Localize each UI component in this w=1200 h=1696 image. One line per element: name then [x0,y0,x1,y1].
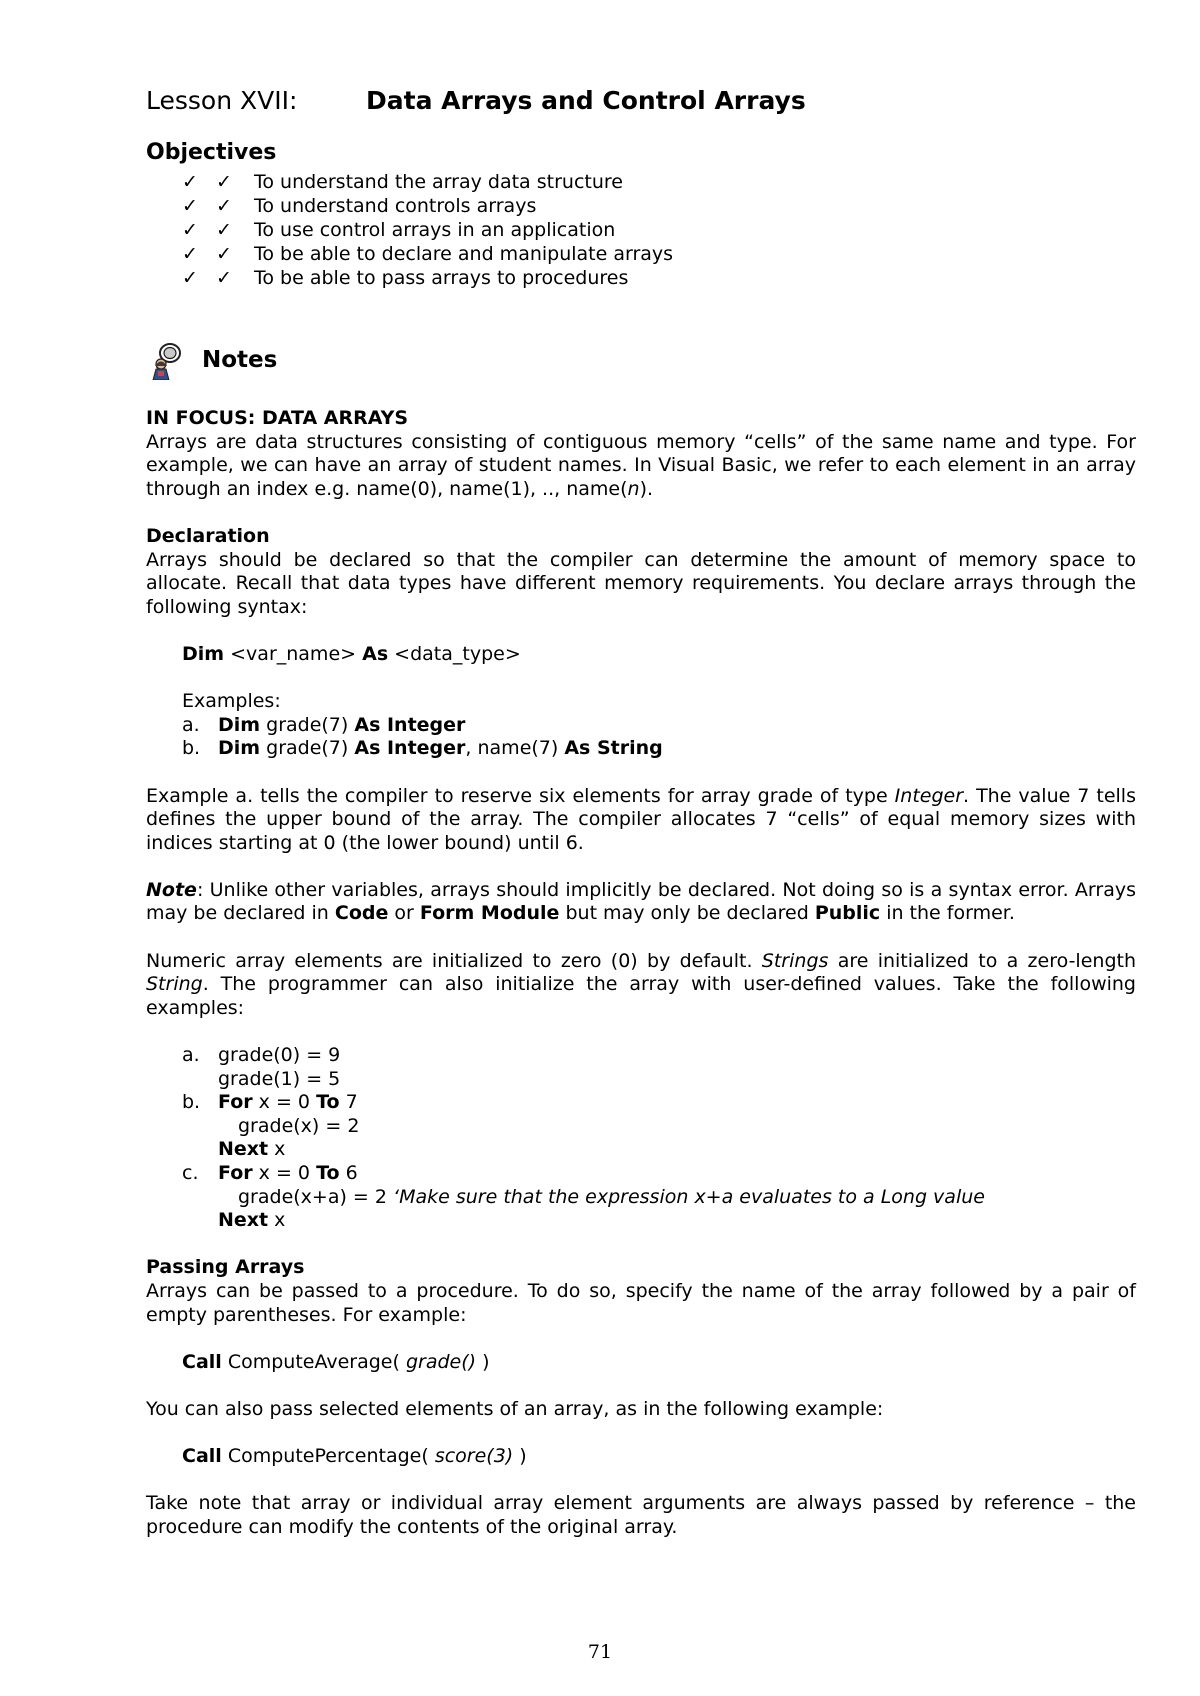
init-paragraph: Numeric array elements are initialized to zero (0) by default. Strings are initialized to a zero-length String. The programmer can also initialize the array with user-defined values. Take the following examples: [146,949,1136,1019]
syntax-line: Dim <var_name> As <data_type> [182,642,521,665]
notes-person-icon [150,342,186,380]
closing-paragraph: Take note that array or individual array element arguments are always passed by reference – the procedure can modify the contents of the original array. [146,1492,1136,1538]
passing-paragraph: Arrays can be passed to a procedure. To do so, specify the name of the array followed by a pair of empty parentheses. For example: [146,1279,1136,1326]
checkmark-icon: ✓ ✓ [182,219,238,241]
objective-item: ✓ ✓ To be able to declare and manipulate arrays [182,243,674,265]
example-item: c. For x = 0 To 6 grade(x+a) = 2 ‘Make sure that the expression x+a evaluates to a Long value Next x [182,1162,985,1232]
declaration-paragraph: Arrays should be declared so that the compiler can determine the amount of memory space to allocate. Recall that data types have different memory requirements. You declare arrays through the following syntax: [146,548,1136,618]
example-item: a. grade(0) = 9 grade(1) = 5 [182,1044,341,1090]
page-number: 71 [587,1641,613,1663]
lesson-title: Data Arrays and Control Arrays [366,86,806,115]
example-item: b. Dim grade(7) As Integer, name(7) As String [182,737,663,760]
checkmark-icon: ✓ ✓ [182,267,238,289]
init-examples [146,1044,1136,1233]
lesson-number: Lesson XVII: [146,86,298,115]
focus-paragraph: Arrays are data structures consisting of contiguous memory “cells” of the same name and type. For example, we can have an array of student names. In Visual Basic, we refer to each element in an array through an index e.g. name(0), name(1), .., name(n). [146,430,1136,500]
lesson-body [146,407,1136,1540]
call-example: Call ComputePercentage( score(3) ) [182,1445,527,1468]
checkmark-icon: ✓ ✓ [182,171,238,193]
objectives-heading: Objectives [146,140,277,165]
call-example: Call ComputeAverage( grade() ) [182,1350,490,1373]
note-paragraph: Note: Unlike other variables, arrays should implicitly be declared. Not doing so is a syntax error. Arrays may be declared in Code or Form Module but may only be declared Public in the former. [146,878,1136,925]
checkmark-icon: ✓ ✓ [182,195,238,217]
checkmark-icon: ✓ ✓ [182,243,238,265]
objective-item: ✓ ✓ To be able to pass arrays to procedures [182,267,629,289]
objective-item: ✓ ✓ To understand the array data structure [182,171,623,193]
examples-label: Examples: [182,690,281,713]
example-explanation: Example a. tells the compiler to reserve six elements for array grade of type Integer. The value 7 tells defines the upper bound of the array. The compiler allocates 7 “cells” of equal memory sizes with indices starting at 0 (the lower bound) until 6. [146,784,1136,854]
section-heading-passing: Passing Arrays [146,1256,305,1279]
objective-item: ✓ ✓ To understand controls arrays [182,195,537,217]
declaration-examples [146,714,1136,761]
notes-label: Notes [202,347,278,373]
objective-item: ✓ ✓ To use control arrays in an application [182,219,616,241]
objectives-list [182,170,673,290]
example-item: a. Dim grade(7) As Integer [182,713,466,736]
example-item: b. For x = 0 To 7 grade(x) = 2 Next x [182,1091,360,1161]
section-heading-declaration: Declaration [146,524,270,547]
selected-elements-paragraph: You can also pass selected elements of an array, as in the following example: [146,1397,884,1420]
section-heading-focus: IN FOCUS: DATA ARRAYS [146,407,409,429]
